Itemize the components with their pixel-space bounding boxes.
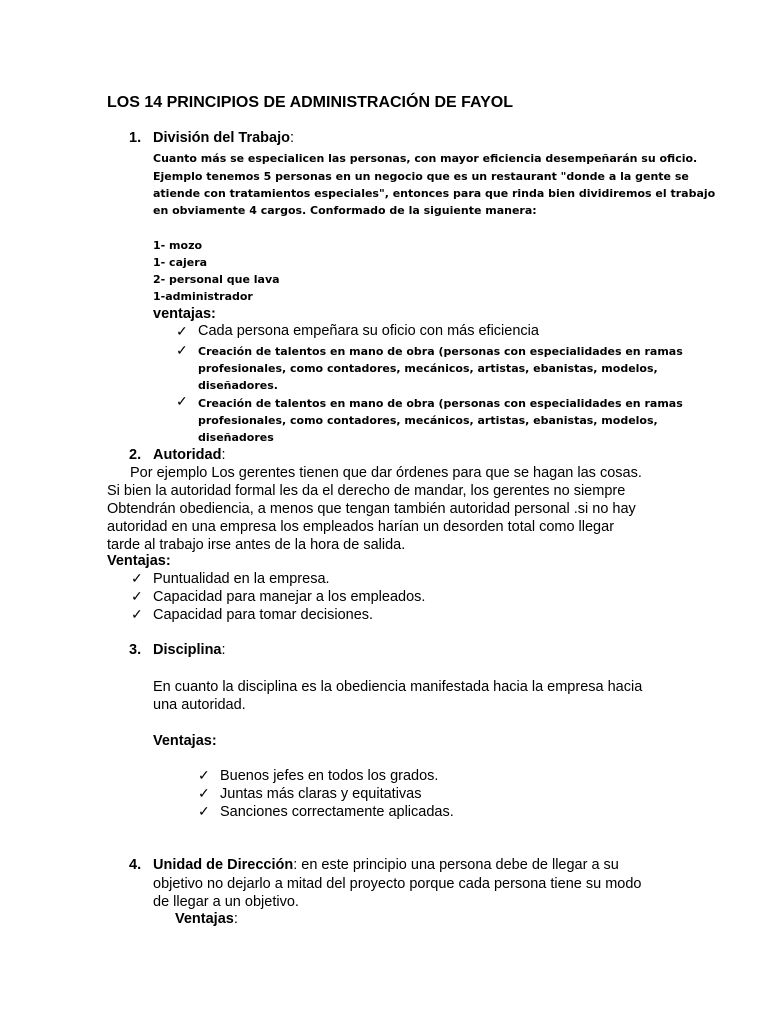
ventajas-text: Ventajas xyxy=(175,911,234,927)
heading-colon: : xyxy=(289,130,295,146)
paragraph-line: autoridad en una empresa los empleados harían un desorden total como llegar xyxy=(107,519,615,535)
heading-text: División del Trabajo xyxy=(153,130,290,146)
list-item: Cada persona empeñara su oficio con más eficiencia xyxy=(198,323,539,339)
section-heading xyxy=(153,130,294,146)
role-item: 1-administrador xyxy=(153,290,253,303)
section-heading xyxy=(153,857,619,873)
section-number: 4. xyxy=(129,857,142,873)
check-icon: ✓ xyxy=(131,588,143,604)
list-item-line: diseñadores xyxy=(198,431,274,444)
section-number: 1. xyxy=(129,130,142,146)
list-item: Juntas más claras y equitativas xyxy=(220,786,422,802)
role-item: 1- mozo xyxy=(153,239,203,252)
list-item: Capacidad para manejar a los empleados. xyxy=(153,589,426,605)
ventajas-label xyxy=(175,911,238,927)
check-icon: ✓ xyxy=(198,767,210,783)
paragraph-line: en obviamente 4 cargos. Conformado de la siguiente manera: xyxy=(153,204,537,217)
ventajas-label: Ventajas: xyxy=(153,733,217,749)
ventajas-label: ventajas: xyxy=(153,306,216,322)
section-number: 2. xyxy=(129,447,142,463)
paragraph-line: tarde al trabajo irse antes de la hora de salida. xyxy=(107,537,406,553)
paragraph-line: Por ejemplo Los gerentes tienen que dar órdenes para que se hagan las cosas. xyxy=(130,465,642,481)
list-item: Buenos jefes en todos los grados. xyxy=(220,768,439,784)
heading-text: Autoridad xyxy=(153,447,222,463)
list-item-line: diseñadores. xyxy=(198,379,278,392)
section-heading xyxy=(153,642,226,658)
check-icon: ✓ xyxy=(176,342,188,358)
paragraph-line: atiende con tratamientos especiales", entonces para que rinda bien dividiremos el trabajo xyxy=(153,187,716,200)
paragraph-line: una autoridad. xyxy=(153,697,246,713)
paragraph-line: Si bien la autoridad formal les da el derecho de mandar, los gerentes no siempre xyxy=(107,483,626,499)
list-item-line: Creación de talentos en mano de obra (personas con especialidades en ramas xyxy=(198,397,683,410)
page-title: LOS 14 PRINCIPIOS DE ADMINISTRACIÓN DE FAYOL xyxy=(107,94,513,111)
check-icon: ✓ xyxy=(131,606,143,622)
section-number: 3. xyxy=(129,642,142,658)
list-item: Puntualidad en la empresa. xyxy=(153,571,330,587)
role-item: 2- personal que lava xyxy=(153,273,280,286)
list-item-line: profesionales, como contadores, mecánicos, artistas, ebanistas, modelos, xyxy=(198,362,658,375)
ventajas-colon: : xyxy=(233,911,238,927)
section-heading xyxy=(153,447,226,463)
heading-colon: : xyxy=(221,447,226,463)
check-icon: ✓ xyxy=(176,323,188,339)
check-icon: ✓ xyxy=(198,803,210,819)
list-item: Sanciones correctamente aplicadas. xyxy=(220,804,454,820)
role-item: 1- cajera xyxy=(153,256,208,269)
paragraph-line: Obtendrán obediencia, a menos que tengan también autoridad personal .si no hay xyxy=(107,501,636,517)
paragraph-line: de llegar a un objetivo. xyxy=(153,894,299,910)
check-icon: ✓ xyxy=(131,570,143,586)
ventajas-label: Ventajas: xyxy=(107,553,171,569)
paragraph-line: Ejemplo tenemos 5 personas en un negocio que es un restaurant "donde a la gente se xyxy=(153,170,689,183)
list-item-line: Creación de talentos en mano de obra (personas con especialidades en ramas xyxy=(198,345,683,358)
paragraph-line: objetivo no dejarlo a mitad del proyecto porque cada persona tiene su modo xyxy=(153,876,642,892)
check-icon: ✓ xyxy=(176,393,188,409)
check-icon: ✓ xyxy=(198,785,210,801)
heading-colon: : xyxy=(221,642,226,658)
heading-text: Disciplina xyxy=(153,642,222,658)
paragraph-line: Cuanto más se especialicen las personas, con mayor eficiencia desempeñarán su oficio. xyxy=(153,152,698,165)
heading-rest: : en este principio una persona debe de llegar a su xyxy=(293,857,619,873)
heading-text: Unidad de Dirección xyxy=(153,857,294,873)
paragraph-line: En cuanto la disciplina es la obediencia manifestada hacia la empresa hacia xyxy=(153,679,643,695)
list-item: Capacidad para tomar decisiones. xyxy=(153,607,374,623)
list-item-line: profesionales, como contadores, mecánicos, artistas, ebanistas, modelos, xyxy=(198,414,658,427)
